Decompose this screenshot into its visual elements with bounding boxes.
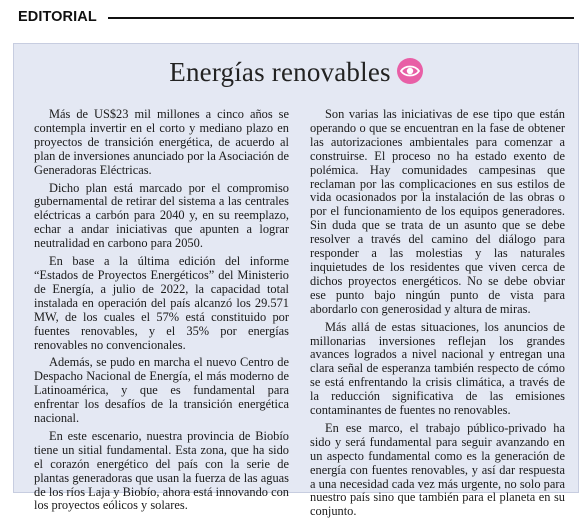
editorial-box (13, 43, 579, 519)
eye-icon (397, 58, 423, 84)
section-label: EDITORIAL (18, 9, 97, 25)
header-divider (108, 17, 574, 19)
left-column (34, 108, 289, 517)
right-column (310, 108, 565, 523)
paragraph: Más de US$23 mil millones a cinco años se contempla invertir en el corto y mediano plazo en proyectos de transición energética, de acuerdo al plan de inversiones anunciado por la Asociación de Generadoras Eléctricas. (34, 107, 289, 177)
paragraph: En base a la última edición del informe “Estados de Proyectos Energéticos” del Ministerio de Energía, a julio de 2022, la capacidad total instalada en operación del país alcanzó los 29.571 MW, de los cuales el 57% está constituido por fuentes renovables, y el 35% por energías renovables no convencionales. (34, 254, 289, 352)
paragraph: En ese marco, el trabajo público-privado ha sido y será fundamental para seguir avanzando en un aspecto fundamental como es la generación de energía con fuentes renovables, y así dar respuesta a una necesidad cada vez más urgente, no solo para nuestro país sino que también para el planeta en su conjunto. (310, 420, 565, 519)
paragraph: Además, se pudo en marcha el nuevo Centro de Despacho Nacional de Energía, el más moderno de Latinoamérica, y que es fundamental para enfrentar los desafíos de la transición energética nacional. (34, 355, 289, 426)
title-row (14, 57, 578, 87)
paragraph: Dicho plan está marcado por el compromiso gubernamental de retirar del sistema a las centrales eléctricas a carbón para 2040 y, en su reemplazo, echar a andar iniciativas que apunten a lograr neutralidad en carbono para 2050. (34, 180, 289, 251)
paragraph: Son varias las iniciativas de ese tipo que están operando o que se encuentran en la fase de obtener las autorizaciones ambientales para comenzar a construirse. El proceso no ha estado exento de polémica. Hay comunidades campesinas que reclaman por las complicaciones en sus estilos de vida ocasionados por la instalación de las obras o por el funcionamiento de los equipos generadores. Sin duda que se trata de un asunto que se debe resolver a través del camino del diálogo para responder a las molestias y las naturales inquietudes de los residentes que viven cerca de dichos proyectos energéticos. No se debe obviar ese punto bajo ningún punto de vista para abordarlo con generosidad y altura de miras. (310, 107, 565, 316)
paragraph: En este escenario, nuestra provincia de Biobío tiene un sitial fundamental. Esta zona, que ha sido el corazón energético del país con la serie de plantas generadoras que usan la fuerza de las aguas de los ríos Laja y Biobío, ahora está innovando con los proyectos eólicos y solares. (34, 428, 289, 513)
article-title: Energías renovables (169, 57, 391, 87)
paragraph: Más allá de estas situaciones, los anuncios de millonarias inversiones reflejan los grandes avances logrados a nivel nacional y entregan una clara señal de esperanza también respecto de cómo se está enfrentando la crisis climática, a través de la reducción significativa de las emisiones contaminantes de fuentes no renovables. (310, 319, 565, 418)
